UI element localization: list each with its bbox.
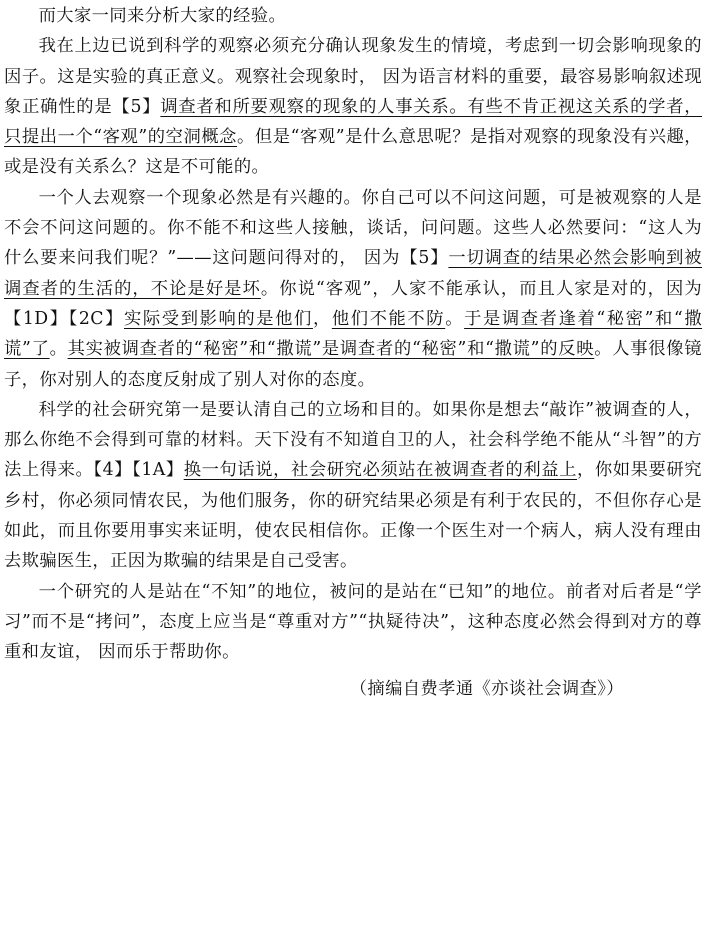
text-segment: ，你如果要研究乡村，你必须同情农民，为他们服务，你的研究结果必须是有利于农民的，不但你存心是如此，而且你要用事实来证明，使农民相信你。正像一个医生对一个病人，病人没有理由去欺骗医生，正因为欺骗的结果是自己受害。 — [4, 460, 702, 572]
paragraph-4 — [4, 395, 702, 577]
text-segment: 一个研究的人是站在“不知”的地位，被问的是站在“已知”的地位。前者对后者是“学习”而不是“拷问”，态度上应当是“尊重对方”“执疑待决”，这种态度必然会得到对方的尊重和友谊， 因而乐于帮助你。 — [4, 581, 702, 663]
paragraph-3 — [4, 183, 702, 395]
text-segment: 。你说“客观”，人家不能承认，而且人家是对的，因为【1D】【2C】 — [4, 278, 703, 329]
text-segment: 。 — [445, 308, 465, 329]
text-segment: 而大家一同来分析大家的经验。 — [38, 6, 287, 26]
source-citation: （摘编自费孝通《亦谈社会调查》） — [349, 678, 624, 699]
text-segment: 。 — [49, 339, 68, 360]
text-segment: 我在上边已说到科学的观察必须充分确认现象发生的情境，考虑到一切会影响现象的 因子。这是实验的真正意义。观察社会现象时， 因为语言材料的重要，最容易影响叙述现象正确性的是【5】 — [4, 36, 702, 117]
text-segment: 一个人去观察一个现象必然是有兴趣的。你自己可以不问这问题，可是被观察的人是不会不问这问题的。你不能不和这些人接触，谈话，问问题。这些人必然要问：“这人为什么要来问我们呢？”——这问题问得对的， 因为【5】 — [4, 187, 702, 269]
underlined-segment: 调查者和所要观察的现象的人事关系。有些不肯正视这关系的学者，只提出一个“客观”的空洞概念 — [4, 96, 702, 148]
underlined-segment: 于是调查者逢着“秘密”和“撒谎”了 — [4, 308, 703, 360]
text-segment: 科学的社会研究第一是要认清自己的立场和目的。如果你是想去“敲诈”被调查的人， 那么你绝不会得到可靠的材料。天下没有不知道自卫的人，社会科学绝不能从“斗智”的方法上得来。【4】【1A】 — [4, 399, 702, 481]
underlined-segment: 实际受到影响的是他们 — [124, 308, 313, 329]
document-body — [4, 0, 702, 721]
text-segment: ， — [312, 308, 332, 329]
underlined-segment: 其实被调查者的“秘密”和“撒谎”是调查者的“秘密”和“撒谎”的反映 — [67, 339, 595, 360]
text-segment: 。但是“客观”是什么意思呢？是指对观察的现象没有兴趣，或是没有关系么？这是不可能的。 — [4, 127, 702, 178]
underlined-segment: 换一句话说，社会研究必须站在被调查者的利益上 — [183, 460, 578, 481]
underlined-segment: 他们不能不防 — [331, 308, 446, 329]
paragraph-5 — [4, 577, 702, 668]
paragraph-2 — [4, 31, 702, 182]
underlined-segment: 一切调查的结果必然会影响到被调查者的生活的，不论是好是坏 — [4, 248, 702, 299]
text-segment: 。人事很像镜子，你对别人的态度反射成了别人对你的态度。 — [4, 339, 702, 390]
paragraph-1 — [4, 0, 702, 31]
